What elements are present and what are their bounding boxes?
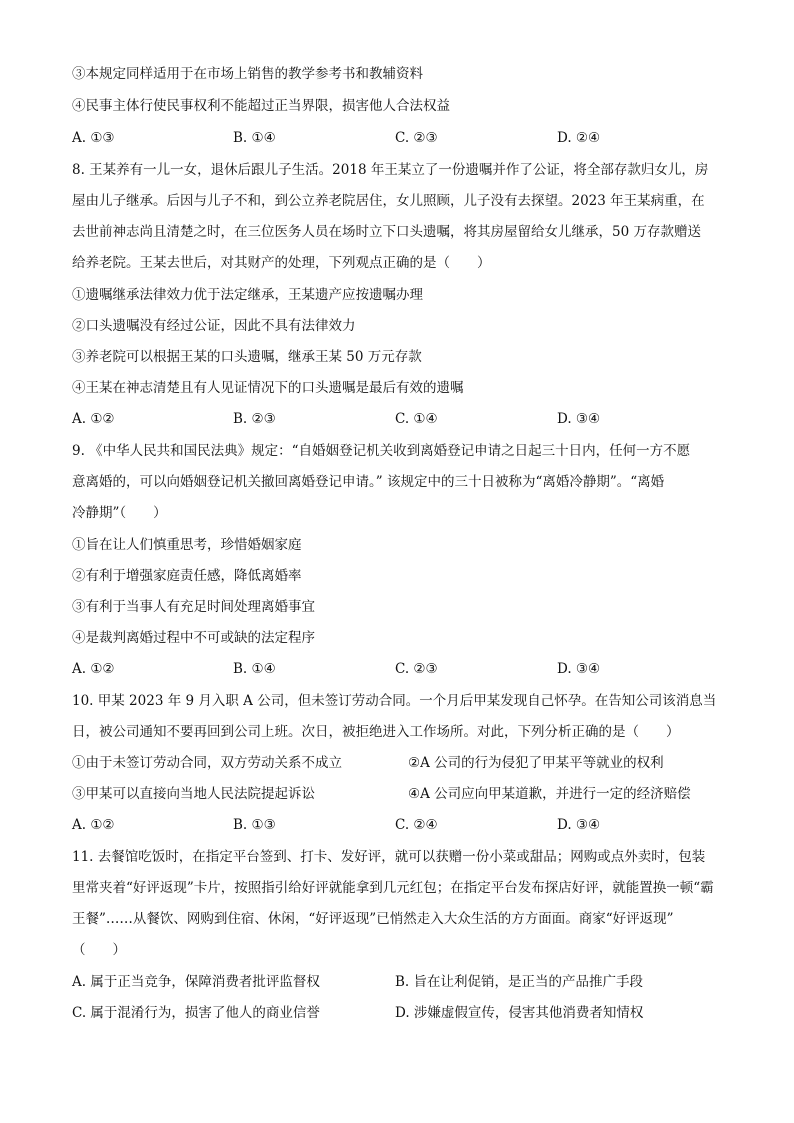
q10-stem-line: 日，被公司通知不要再回到公司上班。次日，被拒绝进入工作场所。对此，下列分析正确的是（ ） — [72, 724, 680, 740]
q8-stem-line: 去世前神志尚且清楚之时，在三位医务人员在场时立下口头遗嘱，将其房屋留给女儿继承，50 万存款赠送 — [72, 224, 701, 240]
q10-option-a[interactable]: A. ①② — [72, 817, 115, 833]
q7-item-4: ④民事主体行使民事权利不能超过正当界限，损害他人合法权益 — [72, 98, 450, 114]
q8-option-a[interactable]: A. ①② — [72, 411, 115, 427]
q8-option-b[interactable]: B. ②③ — [233, 411, 276, 427]
q10-stem-line: 10. 甲某 2023 年 9 月入职 A 公司，但未签订劳动合同。一个月后甲某发现自己怀孕。在告知公司该消息当 — [72, 693, 717, 709]
q10-option-c[interactable]: C. ②④ — [395, 817, 438, 833]
q9-item-3: ③有利于当事人有充足时间处理离婚事宜 — [72, 599, 315, 615]
q8-item-2: ②口头遗嘱没有经过公证，因此不具有法律效力 — [72, 318, 356, 334]
q11-stem-line: 王餐”……从餐饮、网购到住宿、休闲，“好评返现”已悄然走入大众生活的方方面面。商家“好评返现” — [72, 911, 674, 927]
q9-item-1: ①旨在让人们慎重思考，珍惜婚姻家庭 — [72, 537, 302, 553]
q9-option-a[interactable]: A. ①② — [72, 661, 115, 677]
q10-item-2: ②A 公司的行为侵犯了甲某平等就业的权利 — [408, 755, 664, 771]
q8-option-d[interactable]: D. ③④ — [557, 411, 601, 427]
q8-stem-line: 8. 王某养有一儿一女，退休后跟儿子生活。2018 年王某立了一份遗嘱并作了公证，将全部存款归女儿，房 — [72, 162, 709, 178]
q8-stem-line: 屋由儿子继承。后因与儿子不和，到公立养老院居住，女儿照顾，儿子没有去探望。2023 年王某病重，在 — [72, 193, 705, 209]
q8-item-4: ④王某在神志清楚且有人见证情况下的口头遗嘱是最后有效的遗嘱 — [72, 380, 464, 396]
q7-option-d[interactable]: D. ②④ — [557, 130, 601, 146]
q9-stem-line: 冷静期”（ ） — [72, 505, 167, 521]
q10-option-b[interactable]: B. ①③ — [233, 817, 276, 833]
q11-stem-line: 11. 去餐馆吃饭时，在指定平台签到、打卡、发好评，就可以获赠一份小菜或甜品；网购或点外卖时，包装 — [72, 849, 706, 865]
q9-item-2: ②有利于增强家庭责任感，降低离婚率 — [72, 568, 302, 584]
q7-item-3: ③本规定同样适用于在市场上销售的教学参考书和教辅资料 — [72, 66, 423, 82]
q8-item-3: ③养老院可以根据王某的口头遗嘱，继承王某 50 万元存款 — [72, 349, 422, 365]
q11-option-b[interactable]: B. 旨在让利促销，是正当的产品推广手段 — [395, 974, 644, 990]
q11-stem-line: （ ） — [72, 942, 126, 958]
q8-option-c[interactable]: C. ①④ — [395, 411, 438, 427]
q9-option-b[interactable]: B. ①④ — [233, 661, 276, 677]
q10-item-4: ④A 公司应向甲某道歉，并进行一定的经济赔偿 — [408, 786, 691, 802]
q9-stem-line: 9. 《中华人民共和国民法典》规定：“自婚姻登记机关收到离婚登记申请之日起三十日内，任何一方不愿 — [72, 443, 691, 459]
q9-option-d[interactable]: D. ③④ — [557, 661, 601, 677]
q11-option-c[interactable]: C. 属于混淆行为，损害了他人的商业信誉 — [72, 1005, 320, 1021]
q7-option-c[interactable]: C. ②③ — [395, 130, 438, 146]
q10-item-3: ③甲某可以直接向当地人民法院提起诉讼 — [72, 786, 315, 802]
q7-option-a[interactable]: A. ①③ — [72, 130, 115, 146]
q11-stem-line: 里常夹着“好评返现”卡片，按照指引给好评就能拿到几元红包；在指定平台发布探店好评，就能置换一顿“霸 — [72, 880, 714, 896]
q8-item-1: ①遗嘱继承法律效力优于法定继承，王某遗产应按遗嘱办理 — [72, 287, 423, 303]
q9-item-4: ④是裁判离婚过程中不可或缺的法定程序 — [72, 630, 315, 646]
q7-option-b[interactable]: B. ①④ — [233, 130, 276, 146]
q8-stem-line: 给养老院。王某去世后，对其财产的处理，下列观点正确的是（ ） — [72, 255, 491, 271]
q9-option-c[interactable]: C. ②③ — [395, 661, 438, 677]
q10-item-1: ①由于未签订劳动合同，双方劳动关系不成立 — [72, 755, 342, 771]
q10-option-d[interactable]: D. ③④ — [557, 817, 601, 833]
q11-option-a[interactable]: A. 属于正当竞争，保障消费者批评监督权 — [72, 974, 320, 990]
q9-stem-line: 意离婚的，可以向婚姻登记机关撤回离婚登记申请。” 该规定中的三十日被称为“离婚冷静期”。“离婚 — [72, 474, 665, 490]
q11-option-d[interactable]: D. 涉嫌虚假宣传，侵害其他消费者知情权 — [395, 1005, 644, 1021]
